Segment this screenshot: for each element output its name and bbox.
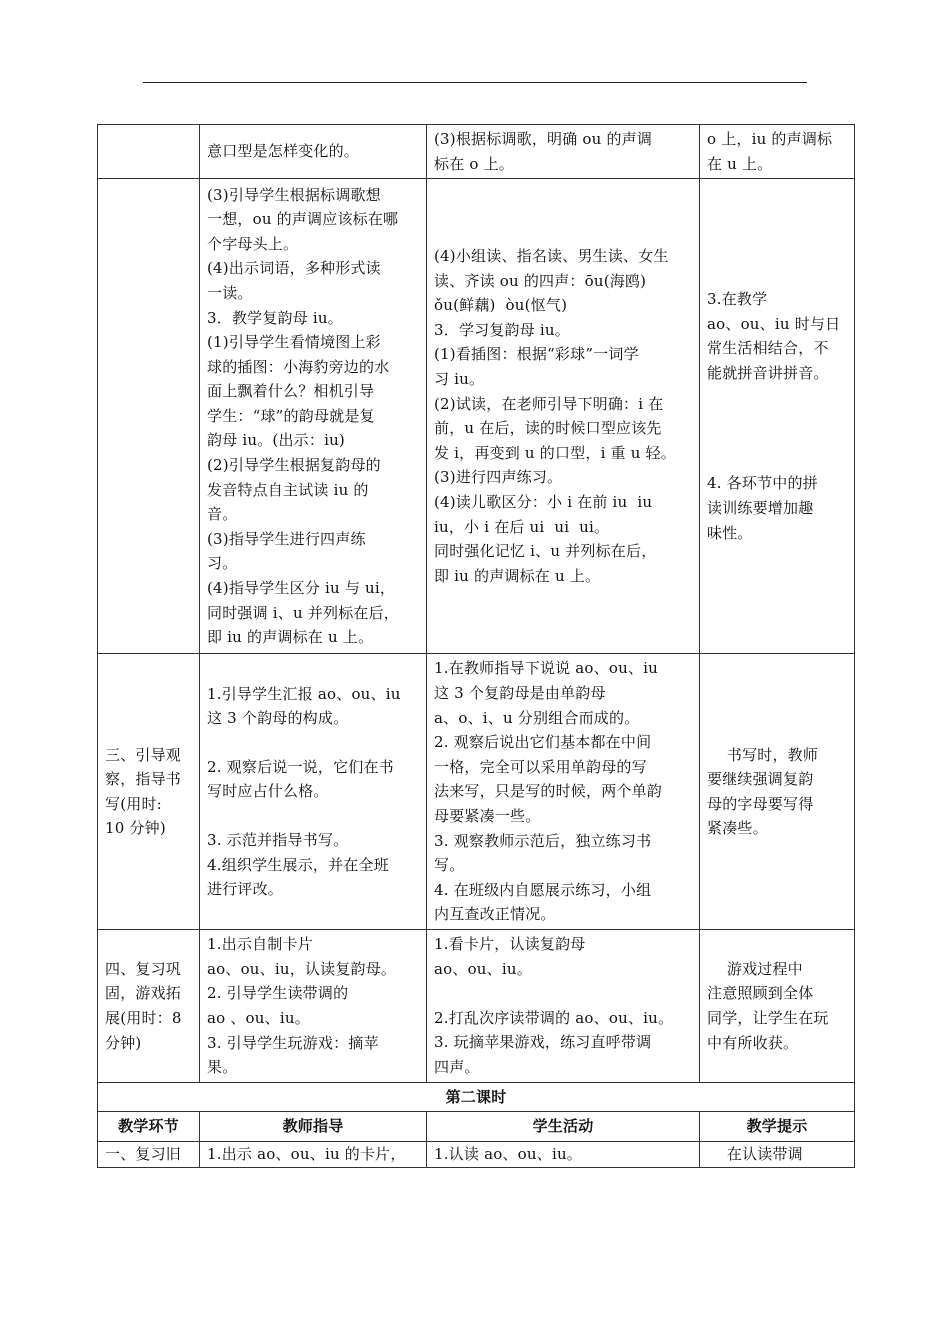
cell-line: 韵母 iu。(出示：iu) <box>207 431 345 450</box>
cell-line: 1.引导学生汇报 ao、ou、iu <box>207 684 401 703</box>
teacher-block-c <box>207 828 419 902</box>
teacher-block-a <box>207 682 419 731</box>
stage-cell <box>98 930 200 1083</box>
cell-line: 要继续强调复韵 <box>707 770 814 789</box>
cell-line: 即 iu 的声调标在 u 上。 <box>207 628 374 647</box>
cell-line: 注意照顾到全体 <box>707 984 814 1003</box>
cell-line: 10 分钟) <box>105 819 166 838</box>
cell-line: (4)读儿歌区分：小 i 在前 iu iu <box>434 492 653 511</box>
cell-line: 个字母头上。 <box>207 234 299 253</box>
cell-line: 1.认读 ao、ou、iu。 <box>434 1145 583 1164</box>
cell-line: o 上，iu 的声调标 <box>707 130 833 148</box>
cell-line: 前，u 在后，读的时候口型应该先 <box>434 419 662 438</box>
cell-line: 察，指导书 <box>105 770 182 789</box>
cell-line: 音。 <box>207 505 238 524</box>
table-row <box>98 125 855 179</box>
cell-line: 2. 引导学生读带调的 <box>207 984 349 1003</box>
stage-cell <box>98 654 200 930</box>
cell-line: 3. 示范并指导书写。 <box>207 830 349 849</box>
cell-line: 常生活相结合，不 <box>707 339 829 358</box>
cell-line: 意口型是怎样变化的。 <box>207 142 360 161</box>
student-cell <box>427 930 700 1083</box>
cell-line: (3)根据标调歌，明确 ou 的声调 <box>434 130 653 148</box>
cell-line: 3. 玩摘苹果游戏，练习直呼带调 <box>434 1033 652 1052</box>
cell-line: 2. 观察后说一说，它们在书 <box>207 757 394 776</box>
cell-line: 写(用时: <box>105 794 162 813</box>
cell-line: 3. 观察教师示范后，独立练习书 <box>434 831 652 850</box>
tip-cell <box>700 125 855 179</box>
cell-line: (3)引导学生根据标调歌想 <box>207 185 381 204</box>
cell-line: 一、复习旧 <box>105 1145 182 1164</box>
cell-line: 写。 <box>434 856 465 875</box>
cell-line: 进行评改。 <box>207 880 284 899</box>
student-block-a <box>434 932 692 981</box>
cell-line: 母的字母要写得 <box>707 794 814 813</box>
cell-line: (3)指导学生进行四声练 <box>207 529 366 548</box>
cell-line: 同学，让学生在玩 <box>707 1008 829 1027</box>
teacher-cell <box>200 125 427 179</box>
cell-line: 2.打乱次序读带调的 ao、ou、iu。 <box>434 1008 674 1027</box>
cell-line: 2. 观察后说出它们基本都在中间 <box>434 733 652 752</box>
cell-line: 4.组织学生展示，并在全班 <box>207 855 389 874</box>
cell-line: 3．学习复韵母 iu。 <box>434 320 570 339</box>
cell-line: 1.出示 ao、ou、iu 的卡片， <box>207 1145 406 1164</box>
section-title-row <box>98 1082 855 1112</box>
table-header-row <box>98 1112 855 1142</box>
tip-cell <box>700 179 855 654</box>
section-title: 第二课时 <box>98 1082 855 1112</box>
cell-line: 味性。 <box>707 523 753 542</box>
cell-line: a、o、i、u 分别组合而成的。 <box>434 708 640 727</box>
cell-line: 能就拼音讲拼音。 <box>707 363 829 382</box>
cell-line: 紧凑些。 <box>707 819 768 838</box>
cell-line: iu，小 i 在后 ui ui ui。 <box>434 517 610 536</box>
cell-line: 3．教学复韵母 iu。 <box>207 308 343 327</box>
cell-line: 四、复习巩 <box>105 959 182 978</box>
cell-line: 展(用时：8 <box>105 1008 182 1027</box>
cell-line: 书写时，教师 <box>707 745 819 764</box>
cell-line: 这 3 个复韵母是由单韵母 <box>434 684 606 703</box>
cell-line: (3)进行四声练习。 <box>434 468 563 487</box>
cell-line: 内互查改正情况。 <box>434 905 556 924</box>
cell-line: 三、引导观 <box>105 745 182 764</box>
cell-line: ao、ou、iu。 <box>434 960 532 979</box>
cell-line: 果。 <box>207 1058 238 1077</box>
tip-cell <box>700 930 855 1083</box>
header-tip: 教学提示 <box>700 1112 855 1142</box>
cell-line: 4. 在班级内自愿展示练习，小组 <box>434 880 652 899</box>
student-cell <box>427 1141 700 1167</box>
teacher-cell <box>200 1141 427 1167</box>
student-cell <box>427 654 700 930</box>
cell-line: 同时强调 i、u 并列标在后， <box>207 603 399 622</box>
teacher-cell <box>200 930 427 1083</box>
cell-line: 习。 <box>207 554 238 573</box>
cell-line: (1)看插图：根据“彩球”一词学 <box>434 345 639 364</box>
cell-line: 母要紧凑一些。 <box>434 806 541 825</box>
cell-line: 在 u 上。 <box>707 154 773 173</box>
cell-line: 发音特点自主试读 iu 的 <box>207 480 369 499</box>
header-stage: 教学环节 <box>98 1112 200 1142</box>
tip-cell <box>700 654 855 930</box>
cell-line: 读、齐读 ou 的四声：ōu(海鸥) <box>434 271 647 290</box>
cell-line: 发 i，再变到 u 的口型，i 重 u 轻。 <box>434 443 676 462</box>
stage-cell <box>98 125 200 179</box>
cell-line: 一读。 <box>207 283 253 302</box>
lesson-plan-table <box>97 124 855 1168</box>
cell-line: (1)引导学生看情境图上彩 <box>207 333 381 352</box>
cell-line: 游戏过程中 <box>707 959 803 978</box>
cell-line: 1.在教师指导下说说 ao、ou、iu <box>434 659 659 678</box>
cell-line: 中有所收获。 <box>707 1033 799 1052</box>
cell-line: 3.在教学 <box>707 290 768 309</box>
cell-line: 习 iu。 <box>434 370 485 388</box>
cell-line: 四声。 <box>434 1057 480 1076</box>
cell-line: (2)试读，在老师引导下明确：i 在 <box>434 394 664 413</box>
cell-line: 标在 o 上。 <box>434 154 514 173</box>
cell-line: ao、ou、iu，认读复韵母。 <box>207 959 397 978</box>
cell-line: 这 3 个韵母的构成。 <box>207 709 349 728</box>
cell-line: 一想，ou 的声调应该标在哪 <box>207 210 399 229</box>
cell-line: ǒu(鲜藕) òu(怄气) <box>434 296 568 315</box>
header-student: 学生活动 <box>427 1112 700 1142</box>
cell-line: 1.看卡片，认读复韵母 <box>434 935 586 954</box>
table-row <box>98 179 855 654</box>
cell-line: 1.出示自制卡片 <box>207 935 313 954</box>
stage-cell <box>98 1141 200 1167</box>
cell-line: (4)出示词语，多种形式读 <box>207 259 381 278</box>
cell-line: (4)小组读、指名读、男生读、女生 <box>434 247 669 266</box>
cell-line: 学生：“球”的韵母就是复 <box>207 406 375 425</box>
cell-line: (2)引导学生根据复韵母的 <box>207 456 381 475</box>
tip-block-b <box>707 471 847 545</box>
cell-line: (4)指导学生区分 iu 与 ui， <box>207 579 396 598</box>
cell-line: 球的插图：小海豹旁边的水 <box>207 357 390 376</box>
cell-line: 写时应占什么格。 <box>207 782 329 801</box>
cell-line: 一格，完全可以采用单韵母的写 <box>434 757 647 776</box>
tip-block-a <box>707 287 847 385</box>
stage-cell <box>98 179 200 654</box>
teacher-cell <box>200 179 427 654</box>
cell-line: 面上飘着什么？相机引导 <box>207 382 375 401</box>
cell-line: 同时强化记忆 i、u 并列标在后， <box>434 542 657 561</box>
header-rule <box>143 82 807 83</box>
cell-line: 在认读带调 <box>707 1145 803 1164</box>
cell-line: 即 iu 的声调标在 u 上。 <box>434 566 601 585</box>
table-row <box>98 930 855 1083</box>
cell-line: 3. 引导学生玩游戏：摘苹 <box>207 1033 379 1052</box>
header-teacher: 教师指导 <box>200 1112 427 1142</box>
cell-line: 4. 各环节中的拼 <box>707 474 818 493</box>
tip-cell <box>700 1141 855 1167</box>
cell-line: 法来写，只是写的时候，两个单韵 <box>434 782 663 801</box>
cell-line: ao、ou、iu 时与日 <box>707 314 841 333</box>
teacher-block-b <box>207 755 419 804</box>
student-cell <box>427 125 700 179</box>
cell-line: 固，游戏拓 <box>105 984 182 1003</box>
student-cell <box>427 179 700 654</box>
cell-line: 读训练要增加趣 <box>707 499 814 518</box>
table-row <box>98 1141 855 1167</box>
cell-line: 分钟) <box>105 1033 142 1052</box>
teacher-cell <box>200 654 427 930</box>
student-block-b <box>434 1006 692 1080</box>
cell-line: ao 、ou、iu。 <box>207 1008 310 1027</box>
table-row <box>98 654 855 930</box>
